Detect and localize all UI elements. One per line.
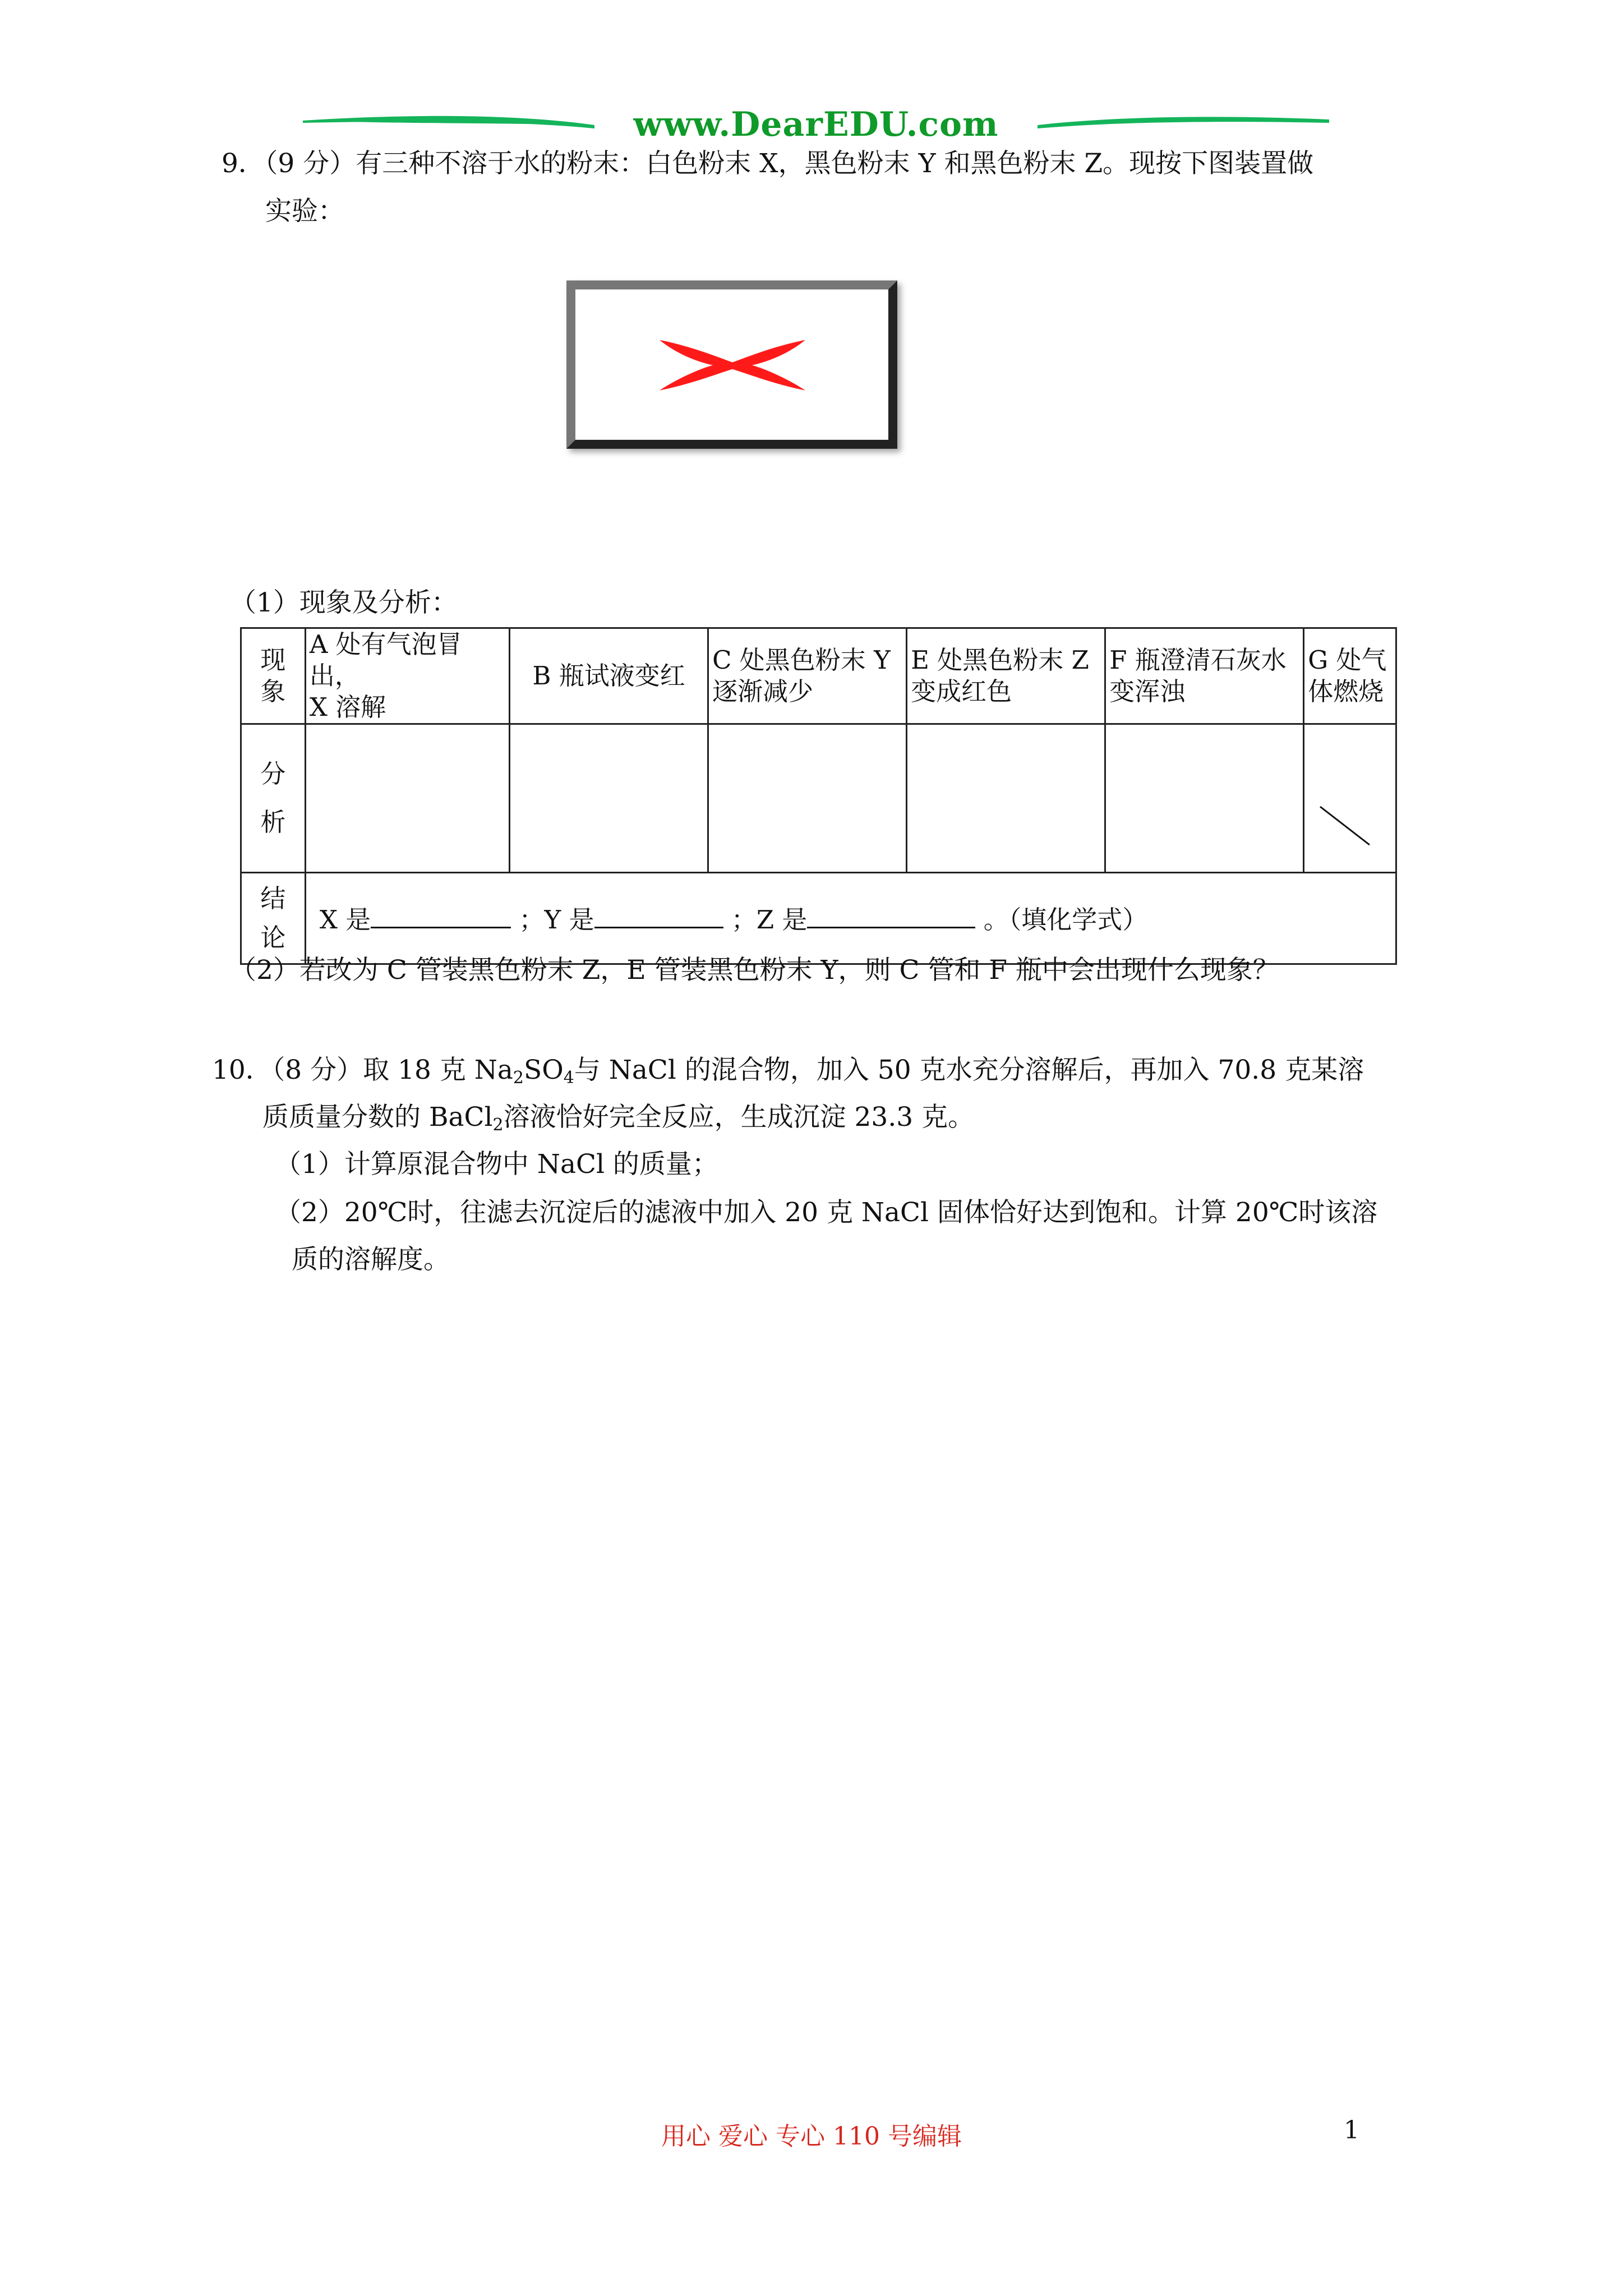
analysis-cell-c[interactable] bbox=[708, 724, 907, 873]
blank-z-formula[interactable] bbox=[807, 901, 975, 928]
q9-line1: 9．（9 分）有三种不溶于水的粉末：白色粉末 X，黑色粉末 Y 和黑色粉末 Z。现按下图装置做 bbox=[222, 148, 1314, 179]
analysis-cell-f[interactable] bbox=[1105, 724, 1304, 873]
analysis-cell-e[interactable] bbox=[907, 724, 1105, 873]
site-title: www.DearEDU.com bbox=[633, 105, 999, 144]
phenomenon-f-cell: F 瓶澄清石灰水 变浑浊 bbox=[1105, 628, 1304, 724]
q10-sub2-line1: （2）20℃时，往滤去沉淀后的滤液中加入 20 克 NaCl 固体恰好达到饱和。计算 20℃时该溶 bbox=[275, 1197, 1378, 1228]
q9-part2: （2）若改为 C 管装黑色粉末 Z，E 管装黑色粉末 Y，则 C 管和 F 瓶中会出现什么现象？ bbox=[230, 955, 1279, 986]
phenomenon-g-cell: G 处气 体燃烧 bbox=[1304, 628, 1396, 724]
phenomenon-e-cell: E 处黑色粉末 Z 变成红色 bbox=[907, 628, 1105, 724]
blank-x-formula[interactable] bbox=[371, 901, 511, 928]
conclusion-cell: X 是 ；Y 是 ；Z 是 。（填化学式） bbox=[305, 873, 1396, 964]
table-row bbox=[241, 628, 1396, 724]
q10-sub1: （1）计算原混合物中 NaCl 的质量； bbox=[275, 1149, 718, 1180]
q10-sub2-line2: 质的溶解度。 bbox=[292, 1244, 450, 1275]
phenomenon-b-cell: B 瓶试液变红 bbox=[510, 628, 708, 724]
page-number: 1 bbox=[1344, 2116, 1359, 2145]
table-row bbox=[241, 724, 1396, 873]
blank-y-formula[interactable] bbox=[594, 901, 723, 928]
row-header-analysis: 分 析 bbox=[241, 724, 306, 873]
table-row bbox=[241, 873, 1396, 964]
analysis-cell-g-crossed bbox=[1304, 724, 1396, 873]
phenomena-analysis-table bbox=[240, 627, 1397, 965]
diagonal-slash-mark bbox=[1317, 803, 1373, 848]
footer-editor-note: 用心 爱心 专心 110 号编辑 bbox=[661, 2122, 962, 2151]
phenomenon-a-cell: A 处有气泡冒出， X 溶解 bbox=[305, 628, 509, 724]
q10-line1: 10．（8 分）取 18 克 $Na_2SO_4$与 NaCl 的混合物，加入 50 克水充分溶解后，再加入 70.8 克某溶 bbox=[212, 1055, 1364, 1088]
analysis-cell-b[interactable] bbox=[510, 724, 708, 873]
phenomenon-c-cell: C 处黑色粉末 Y 逐渐减少 bbox=[708, 628, 907, 724]
row-header-conclusion: 结 论 bbox=[241, 873, 306, 964]
broken-image-placeholder bbox=[566, 280, 897, 449]
broken-image-x-icon bbox=[654, 329, 811, 402]
q9-line2: 实验： bbox=[265, 196, 344, 227]
q9-part1-label: （1）现象及分析： bbox=[230, 587, 458, 618]
q10-line2: 质质量分数的 BaCl$_2$溶液恰好完全反应，生成沉淀 23.3 克。 bbox=[262, 1102, 975, 1135]
row-header-phenomenon: 现 象 bbox=[241, 628, 306, 724]
analysis-cell-a[interactable] bbox=[305, 724, 509, 873]
